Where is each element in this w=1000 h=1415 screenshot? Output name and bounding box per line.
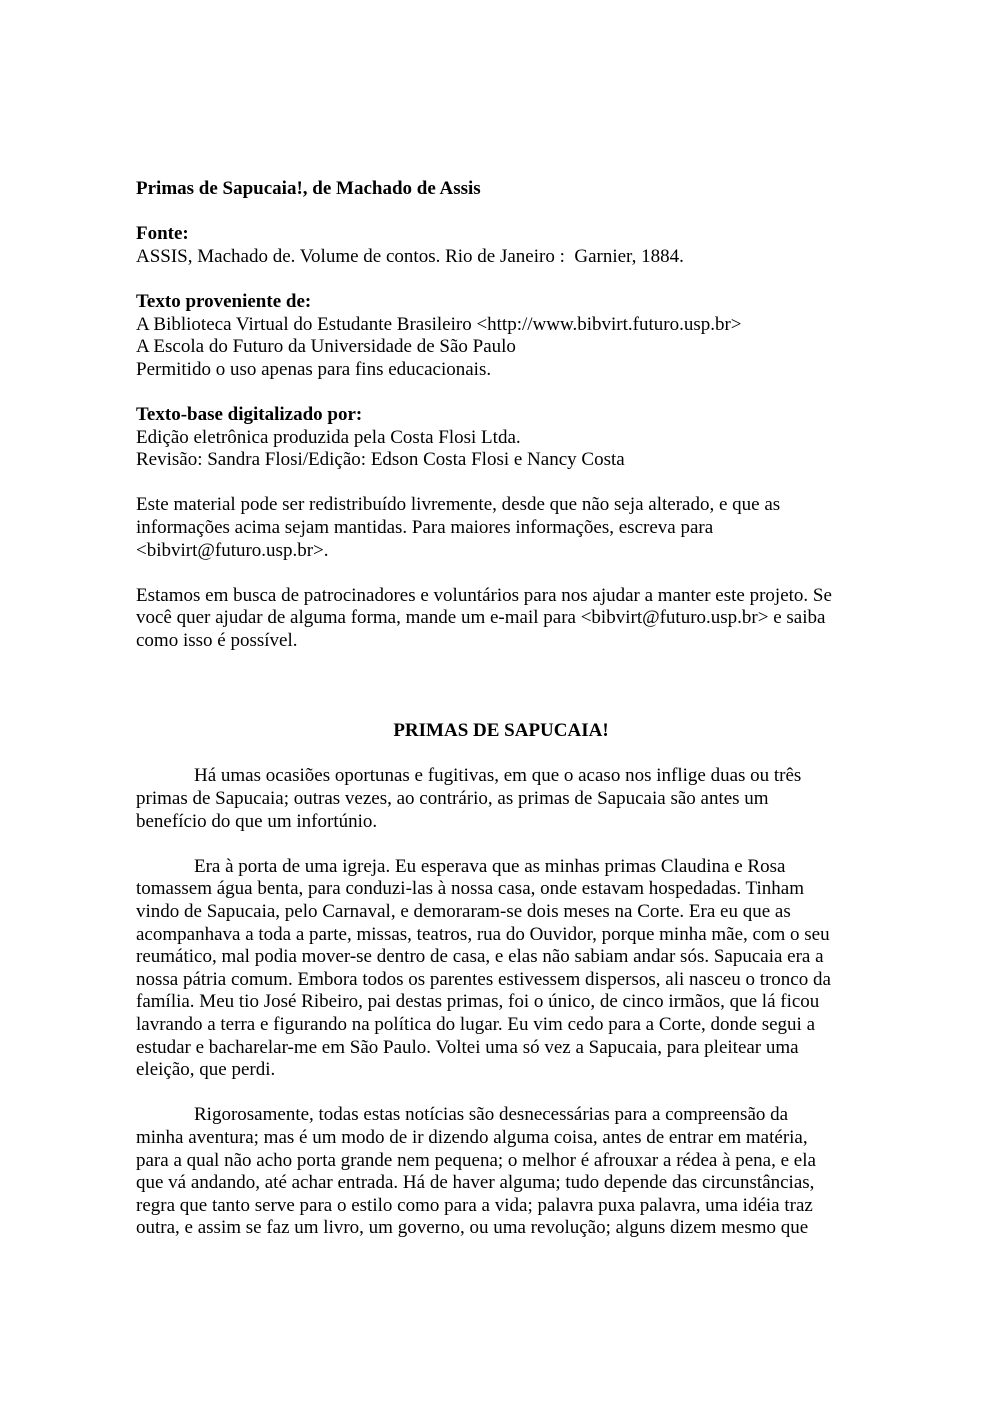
paragraph-line: que vá andando, até achar entrada. Há de haver alguma; tudo depende das circunstâncias, [136,1172,815,1194]
paragraph-line: regra que tanto serve para o estilo como para a vida; palavra puxa palavra, uma idéia traz [136,1194,813,1216]
digitalizado-line: Revisão: Sandra Flosi/Edição: Edson Costa Flosi e Nancy Costa [136,449,625,471]
fonte-citation: ASSIS, Machado de. Volume de contos. Rio de Janeiro : Garnier, 1884. [136,245,684,267]
document-content [136,178,866,1240]
story-paragraph-2 [136,856,866,1082]
proveniente-heading: Texto proveniente de: [136,290,312,312]
notice-line: Estamos em busca de patrocinadores e voluntários para nos ajudar a manter este projeto. Se [136,584,832,606]
paragraph-line: minha aventura; mas é um modo de ir dizendo alguma coisa, antes de entrar em matéria, [136,1126,808,1148]
digitalizado-heading: Texto-base digitalizado por: [136,403,363,425]
story-title: PRIMAS DE SAPUCAIA! [393,720,609,742]
notice-line: você quer ajudar de alguma forma, mande um e-mail para <bibvirt@futuro.usp.br> e saiba [136,607,826,629]
digitalizado-line: Edição eletrônica produzida pela Costa Flosi Ltda. [136,426,521,448]
paragraph-line: outra, e assim se faz um livro, um governo, ou uma revolução; alguns dizem mesmo que [136,1217,809,1239]
fonte-section [136,223,866,268]
paragraph-line: benefício do que um infortúnio. [136,810,378,832]
proveniente-line: A Escola do Futuro da Universidade de São Paulo [136,336,516,358]
paragraph-line: lavrando a terra e figurando na política do lugar. Eu vim cedo para a Corte, donde segui a [136,1013,815,1035]
paragraph-line: família. Meu tio José Ribeiro, pai destas primas, foi o único, de cinco irmãos, que lá ficou [136,991,820,1013]
sponsors-notice [136,585,866,653]
paragraph-line: reumático, mal podia mover-se dentro de casa, e elas não sabiam andar sós. Sapucaia era a [136,946,824,968]
fonte-heading: Fonte: [136,223,189,245]
notice-line: <bibvirt@futuro.usp.br>. [136,539,329,561]
paragraph-line: Era à porta de uma igreja. Eu esperava que as minhas primas Claudina e Rosa [194,855,786,877]
paragraph-line: acompanhava a toda a parte, missas, teatros, rua do Ouvidor, porque minha mãe, com o seu [136,923,830,945]
proveniente-section [136,291,866,381]
paragraph-line: Rigorosamente, todas estas notícias são desnecessárias para a compreensão da [194,1104,789,1126]
paragraph-line: nossa pátria comum. Embora todos os parentes estivessem dispersos, ali nasceu o tronco da [136,968,831,990]
digitalizado-section [136,404,866,472]
notice-line: informações acima sejam mantidas. Para maiores informações, escreva para [136,516,714,538]
proveniente-line: A Biblioteca Virtual do Estudante Brasileiro <http://www.bibvirt.futuro.usp.br> [136,313,742,335]
proveniente-line: Permitido o uso apenas para fins educacionais. [136,358,492,380]
document-title: Primas de Sapucaia!, de Machado de Assis [136,178,481,199]
paragraph-line: vindo de Sapucaia, pelo Carnaval, e demoraram-se dois meses na Corte. Era eu que as [136,901,791,923]
paragraph-line: Há umas ocasiões oportunas e fugitivas, em que o acaso nos inflige duas ou três [194,765,802,787]
paragraph-line: estudar e bacharelar-me em São Paulo. Voltei uma só vez a Sapucaia, para pleitear uma [136,1036,799,1058]
paragraph-line: tomassem água benta, para conduzi-las à nossa casa, onde estavam hospedadas. Tinham [136,878,804,900]
paragraph-line: primas de Sapucaia; outras vezes, ao contrário, as primas de Sapucaia são antes um [136,788,769,810]
story-paragraph-3 [136,1104,866,1240]
story-paragraph-1 [136,765,866,833]
redistribution-notice [136,494,866,562]
paragraph-line: para a qual não acho porta grande nem pequena; o melhor é afrouxar a rédea à pena, e ela [136,1149,816,1171]
paragraph-line: eleição, que perdi. [136,1059,276,1081]
notice-line: Este material pode ser redistribuído livremente, desde que não seja alterado, e que as [136,494,781,516]
notice-line: como isso é possível. [136,629,298,651]
